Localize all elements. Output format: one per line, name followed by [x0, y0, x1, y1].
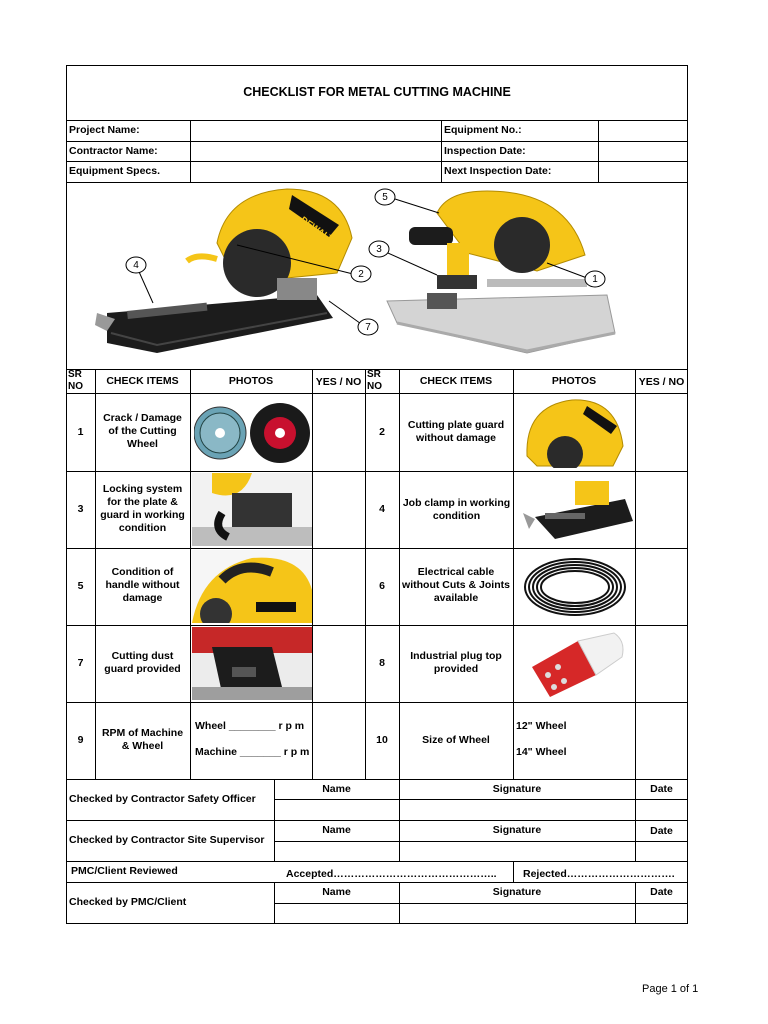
item-3-number: 3 — [77, 503, 84, 515]
callout-5: 5 — [382, 192, 388, 203]
safety-officer-name-field[interactable] — [275, 800, 399, 820]
item-5-text: Condition of handle without damage — [105, 566, 180, 604]
item-4-text: Job clamp in working condition — [402, 497, 511, 522]
accepted-field[interactable]: Accepted……………………………………….. — [286, 868, 497, 880]
item-9-yes-no[interactable] — [313, 703, 365, 779]
pmc-name-field[interactable] — [275, 904, 399, 923]
item-7-yes-no[interactable] — [313, 626, 365, 702]
callout-7: 7 — [365, 322, 371, 333]
item-9-number: 9 — [77, 734, 84, 746]
item-3-text: Locking system for the plate & guard in working condition — [100, 483, 185, 534]
item-3-photo-locking — [192, 473, 312, 546]
next-inspection-date-label: Next Inspection Date: — [444, 165, 552, 177]
pmc-signature-field[interactable] — [400, 904, 635, 923]
safety-officer-signature-field[interactable] — [400, 800, 635, 820]
header-photos-right: PHOTOS — [551, 375, 597, 387]
rejected-field[interactable]: Rejected…………………………. — [523, 868, 675, 880]
item-6-photo-cable — [518, 552, 632, 622]
item-2-yes-no[interactable] — [636, 394, 687, 471]
item-4-photo-clamp — [515, 473, 635, 546]
callout-2: 2 — [358, 269, 364, 280]
item-1-number: 1 — [77, 426, 84, 438]
wheel-size-14: 14" Wheel — [516, 746, 567, 758]
item-2-photo-guard — [517, 396, 633, 468]
item-7-number: 7 — [77, 657, 84, 669]
rpm-wheel-field[interactable]: Wheel ________ r p m — [195, 720, 305, 732]
pmc-name-header: Name — [322, 886, 351, 898]
equipment-specs-label: Equipment Specs. — [69, 165, 161, 177]
next-inspection-date-field[interactable] — [599, 162, 687, 181]
page-title: CHECKLIST FOR METAL CUTTING MACHINE — [243, 85, 511, 99]
callout-1: 1 — [592, 274, 598, 285]
site-supervisor-signature-header: Signature — [492, 824, 542, 836]
item-6-number: 6 — [379, 580, 385, 592]
inspection-date-field[interactable] — [599, 142, 687, 160]
item-5-photo-handle — [192, 550, 312, 623]
item-4-yes-no[interactable] — [636, 472, 687, 548]
item-5-yes-no[interactable] — [313, 549, 365, 625]
pmc-date-field[interactable] — [636, 904, 687, 923]
header-check-items-right: CHECK ITEMS — [419, 375, 493, 387]
item-7-text: Cutting dust guard provided — [104, 650, 181, 675]
page-number: Page 1 of 1 — [642, 983, 699, 995]
header-photos-left: PHOTOS — [228, 375, 274, 387]
pmc-reviewed-label: PMC/Client Reviewed — [71, 865, 178, 877]
equipment-no-label: Equipment No.: — [444, 124, 522, 136]
item-10-text: Size of Wheel — [422, 734, 490, 746]
site-supervisor-date-header: Date — [650, 825, 673, 837]
item-7-photo-dust-guard — [192, 627, 312, 700]
rpm-machine-field[interactable]: Machine _______ r p m — [195, 746, 310, 758]
item-8-number: 8 — [379, 657, 385, 669]
site-supervisor-signature-field[interactable] — [400, 842, 635, 861]
header-sr-no-left: SR NO — [68, 369, 83, 392]
safety-officer-date-field[interactable] — [636, 800, 687, 820]
pmc-date-header: Date — [650, 886, 673, 898]
equipment-no-field[interactable] — [599, 121, 687, 140]
callout-4: 4 — [133, 260, 139, 271]
project-name-field[interactable] — [191, 121, 440, 140]
machine-right-illustration — [387, 191, 615, 353]
item-1-text: Crack / Damage of the Cutting Wheel — [103, 412, 182, 450]
header-yes-no-right: YES / NO — [638, 376, 685, 388]
item-8-yes-no[interactable] — [636, 626, 687, 702]
item-8-photo-plug — [518, 627, 632, 700]
site-supervisor-name-header: Name — [322, 824, 351, 836]
wheel-size-12: 12" Wheel — [516, 720, 567, 732]
header-yes-no-left: YES / NO — [315, 376, 362, 388]
item-9-text: RPM of Machine & Wheel — [101, 727, 184, 752]
header-sr-no-right: SR NO — [367, 369, 382, 392]
item-6-text: Electrical cable without Cuts & Joints available — [402, 566, 510, 604]
item-5-number: 5 — [77, 580, 84, 592]
contractor-name-label: Contractor Name: — [69, 145, 158, 157]
project-name-label: Project Name: — [69, 124, 140, 136]
pmc-signature-header: Signature — [492, 886, 542, 898]
safety-officer-name-header: Name — [322, 783, 351, 795]
safety-officer-date-header: Date — [650, 783, 673, 795]
contractor-name-field[interactable] — [191, 142, 440, 160]
pmc-checked-label: Checked by PMC/Client — [69, 896, 187, 908]
site-supervisor-label: Checked by Contractor Site Supervisor — [69, 834, 265, 846]
item-8-text: Industrial plug top provided — [410, 650, 502, 675]
item-1-photo-wheels — [194, 400, 310, 466]
item-10-number: 10 — [376, 734, 388, 746]
inspection-date-label: Inspection Date: — [444, 145, 526, 157]
item-2-number: 2 — [379, 426, 385, 438]
safety-officer-label: Checked by Contractor Safety Officer — [69, 793, 256, 805]
header-check-items-left: CHECK ITEMS — [106, 375, 179, 387]
site-supervisor-name-field[interactable] — [275, 842, 399, 861]
item-6-yes-no[interactable] — [636, 549, 687, 625]
callout-3: 3 — [376, 244, 382, 255]
svg-text:DEWALT: DEWALT — [298, 214, 336, 245]
item-3-yes-no[interactable] — [313, 472, 365, 548]
item-10-yes-no[interactable] — [636, 703, 687, 779]
item-2-text: Cutting plate guard without damage — [407, 419, 505, 444]
item-4-number: 4 — [379, 503, 385, 515]
item-1-yes-no[interactable] — [313, 394, 365, 471]
safety-officer-signature-header: Signature — [492, 783, 542, 795]
equipment-specs-field[interactable] — [191, 162, 440, 181]
site-supervisor-date-field[interactable] — [636, 842, 687, 861]
